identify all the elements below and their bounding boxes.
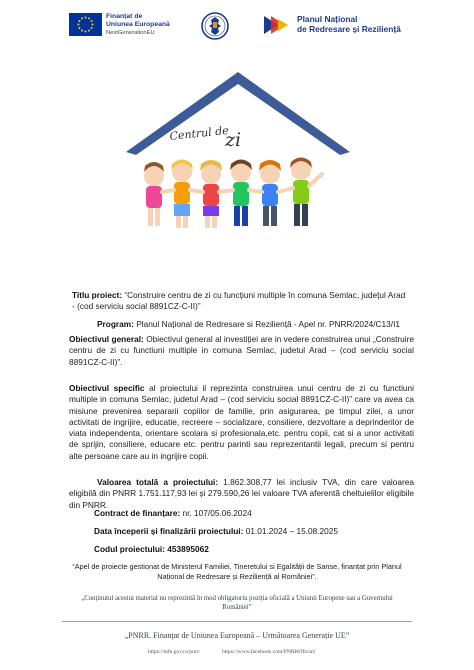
government-crest-icon [201, 11, 229, 41]
pnrr-title-text: Planul Național de Redresare și Reziliență [297, 14, 401, 34]
logo-text-line2: zi [225, 129, 242, 151]
pnrr-logo-icon [262, 14, 294, 36]
eu-flag-icon [69, 13, 102, 36]
project-dates: Data începerii și finalizării proiectului: 01.01.2024 – 15.08.2025 [94, 526, 338, 536]
day-center-illustration [108, 60, 368, 275]
pnrr-facebook-link[interactable]: https://www.facebook.com/PNRROficial/ [222, 649, 316, 655]
children-group-icon [144, 158, 322, 229]
eu-disclaimer: „Conținutul acestui material nu reprezintă în mod obligatoriu poziția oficială a Uniunii Europene sau a Guvernului României” [81, 595, 393, 611]
eu-funding-text: Finanțat de Uniunea Europeană NextGenerationEU [106, 13, 170, 37]
call-note: “Apel de proiecte gestionat de Ministerul Familiei, Tineretului si Egalității de Sanse, finanțat prin Planul Național de Redresare și Reziliență al României”. [72, 562, 402, 581]
pnrr-slogan: „PNRR. Finanțat de Uniunea Europeană – Următoarea Generație UE” [124, 631, 350, 640]
mfe-website-link[interactable]: https://mfe.gov.ro/pnrr/ [148, 649, 201, 655]
logo-text-line1: Centrul de [168, 123, 230, 143]
specific-objective: Obiectivul specific al proiectului il reprezinta construirea unui centru de zi cu functiuni multiple in comuna Semlac, judetul Arad – (cod serviciu social 8891CZ-C-II)” care va avea ca misiune prevenirea separarii copiilor de familie, prin asigurarea, pe timpul zilei, a unor activitati de ingrijire, educatie, recreere – socializare, consiliere, dezvoltare a deprinderilor de viata independenta, orientare scolara si profesionala,etc. pentru copii, cat si a unor activitati de sprijin, consiliere, educare etc. pentru parinti sau reprezentantii legali, precum si pentru alte persoane care au in ingrijire copii. [69, 383, 414, 461]
project-title: Titlu proiect: “Construire centru de zi cu funcțiuni multiple în comuna Semlac, județul Arad - (cod serviciu social 8891CZ-C-II)” [72, 290, 406, 312]
financing-contract: Contract de finanțare: nr. 107/05.06.2024 [94, 508, 252, 518]
footer-divider [62, 621, 412, 622]
general-objective: Obiectivul general: Obiectivul general al investiției are in vedere construirea unui „Construire centru de zi cu functiuni multiple in comuna Semlac, judetul Arad – (cod serviciu social 8891CZ-C-II)”. [69, 334, 414, 367]
program-line: Program: Planul Național de Redresare si Reziliență - Apel nr. PNRR/2024/C13/I1 [97, 319, 401, 329]
project-code: Codul proiectului: 453895062 [94, 544, 209, 554]
total-value: Valoarea totală a proiectului: 1.862.308,77 lei inclusiv TVA, din care valoarea eligibilă din PNRR 1.751.117,93 lei și 279.590,26 lei valoare TVA aferentă cheltuielilor eligibile din PNRR. [69, 477, 414, 510]
